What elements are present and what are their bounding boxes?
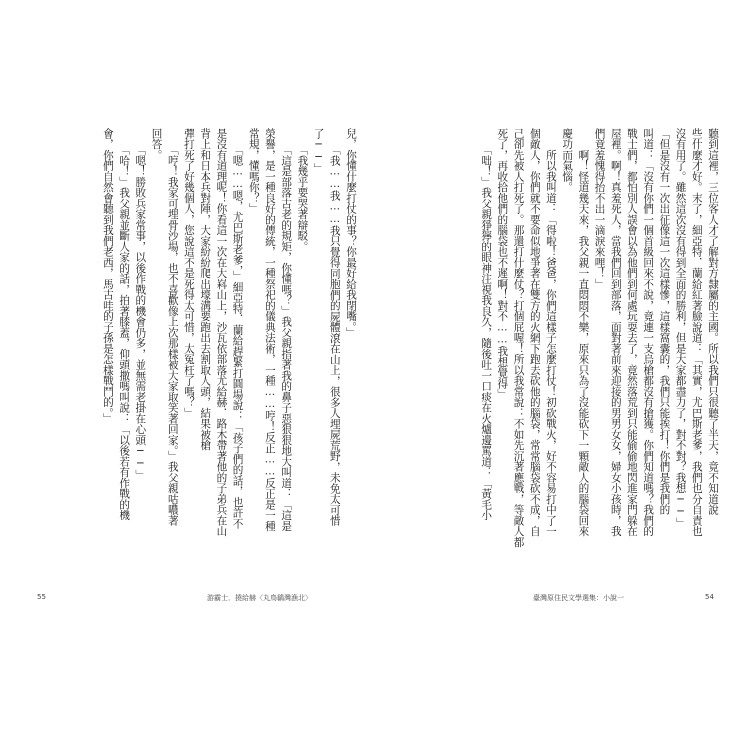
left-page: [36, 128, 358, 568]
text-column: 「嗯……嗯，尤巴斯老爹，」細亞特．蘭給趕緊打圓場說：「孩子們的話，也許不: [231, 128, 244, 529]
text-column: 屋裡。啊！真羞死人，當我們回到部落，面對著前來迎接的男男女女，婦女小孩時，我: [609, 128, 622, 537]
text-column: 彈打死了好幾個人，您說這不是死得太可惜，太冤枉了嗎？」: [182, 128, 195, 419]
text-column: 是沒有道理呢！你看這一次在大嵙山上，沙瓦依部落尤給赫．路木帶著他的子弟兵在山: [215, 128, 228, 537]
text-column: 了──」: [312, 128, 325, 174]
right-running-title: 臺灣原住民文學選集：小說一: [533, 594, 624, 602]
text-column: 背上和日本兵對陣，大家紛紛爬出壕溝要跑出去割取人頭，結果被槍: [199, 128, 212, 451]
text-column: 沒有用了。雖然這次沒有得到全面的勝利，但是大家都盡力了，對不對？我想──」: [674, 128, 687, 529]
left-page-number: 55: [37, 593, 46, 601]
right-page: [398, 128, 720, 568]
text-column: 常規，懂嗎你？」: [247, 128, 260, 214]
text-column: 會，你們自然會聽到我們老西，馬古哇的子孫是怎樣戰鬥的。」: [101, 128, 114, 424]
gutter: [374, 100, 375, 620]
right-page-number: 54: [705, 593, 714, 601]
text-column: 「我幾乎要哭著辯駁。: [296, 128, 309, 252]
text-column: 戰士們，都怕別人誤會以為他們到何處玩耍去了，竟然落荒到只能偷偷地閃進家門躲在: [625, 128, 638, 537]
text-column: 「哈！」我父親並斷人家的話，拍著膝蓋，仰頭撒嗎叫說：「以後若有作戰的機: [118, 128, 131, 521]
text-column: 「哼！我家可埋骨沙場，也不喜歡像上次那樣被大家取笑著回家。」我父親咕噥著: [166, 128, 179, 526]
text-column: 們竟羞愧得抬不出一滴淚來哩！」: [593, 128, 606, 290]
text-column: 「嗯！勝敗兵家常事，以後作戰的機會仍多，並無需老掛在心頭──」: [134, 128, 147, 481]
text-column: 啊！怪道幾天來，我父親一直悶悶不樂，原來只為了沒能砍下一顆敵人的腦袋回來: [577, 128, 590, 537]
text-column: 聽到這裡，三位客人才了解對方隸屬的主國。所以我們只很聽了半天，竟不知道說: [707, 128, 719, 515]
text-column: 死了，再收拾他們的腦袋也不遲啊！對不……我想覺得」: [496, 128, 509, 400]
left-running-title: 游霸士．撓給赫〈丸鳥鶲灣漁北〉: [207, 594, 312, 602]
text-column: 「這是部落古老的規矩，你懂嗎？」我父親指著我的鼻子惡狠狠地大叫道：「這是: [280, 128, 293, 532]
text-column: 回答。: [150, 128, 163, 161]
text-column: 個敵人，你們就不要命似地爭著在雙方的火網下跑去砍他的腦袋，常常腦袋砍不成，自: [528, 128, 541, 537]
text-column: 己卻先被人打死了。那還打什麼仗？打個屁喔！所以我常說：不如先沉著應戰，等敵人都: [512, 128, 525, 548]
text-column: 叫道：「沒有你們一個首級回來不說，竟連一支烏槍都沒有搶獲。你們知道嗎？我們的: [642, 128, 655, 537]
text-column: 慶功而氣惱。: [561, 128, 574, 193]
text-column: 「但是沒有一次出征像這一次這樣慘，這樣窩囊的，我們只能挨打！你們是我們的: [658, 128, 671, 515]
text-column: 「我……我……我只覺得同胞們的屍體滾在山上，很多人埋屍荒野，未免太可惜: [328, 128, 341, 527]
text-column: 些什麼才好。末了，細亞特．蘭給紅著臉說道：「其實，尤巴斯老爹，我們也分自責也: [690, 128, 703, 537]
text-column: 所以我叫道：「得啦！爸爸，你們這樣子怎麼打仗！初砍戰火，好不容易打中了一: [544, 128, 557, 537]
text-column: 「咄！」我父親猙獰的眼神注視我良久，隨後吐一口痰在火爐邊罵道：「黃毛小: [480, 128, 493, 521]
text-column: 榮譽，是一種良好的傳統，一種祭祀的儀典法術，一種……哼！反正……反正是一種: [263, 128, 276, 532]
text-column: 兒，你懂什麼打仗的事？你最好給我閉嘴。」: [345, 128, 357, 338]
